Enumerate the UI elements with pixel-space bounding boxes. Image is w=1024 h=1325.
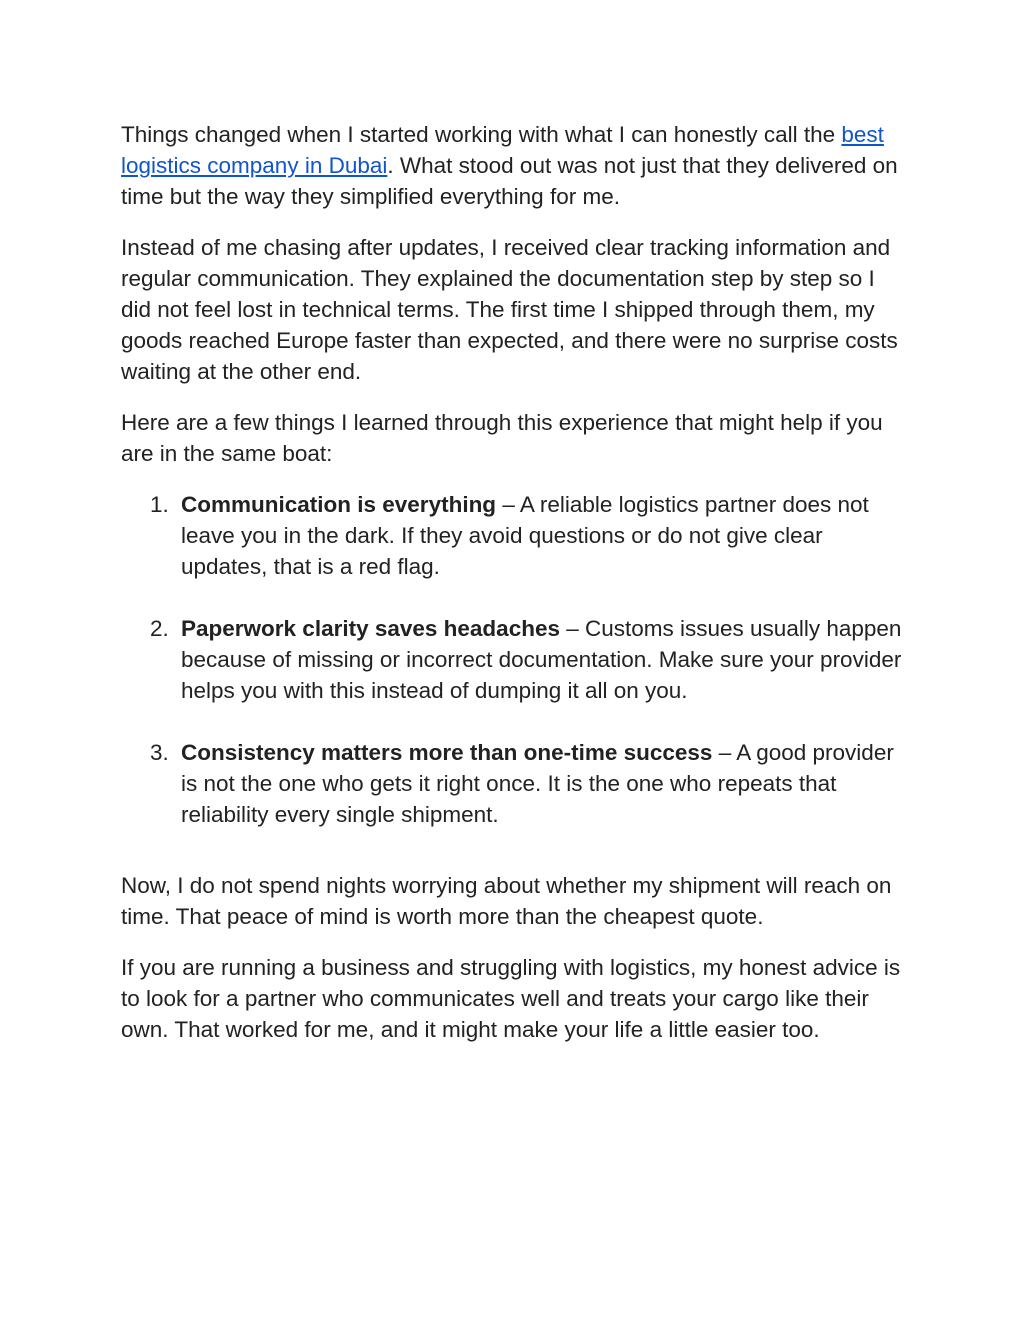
tip-text: – A good provider is not the one who gets it right once. It is the one who repeats that reliability every single shipment. [181, 740, 894, 827]
list-number: 1. [150, 492, 169, 517]
intro-text-before-link: Things changed when I started working with what I can honestly call the [121, 122, 842, 147]
list-number: 2. [150, 616, 169, 641]
paragraph-experience: Instead of me chasing after updates, I received clear tracking information and regular communication. They explained the documentation step by step so I did not feel lost in technical terms. The first time I shipped through them, my goods reached Europe faster than expected, and there were no surprise costs waiting at the other end. [121, 235, 898, 384]
tip-text: – Customs issues usually happen because of missing or incorrect documentation. Make sure your provider helps you with this instead of dumping it all on you. [181, 616, 902, 703]
tip-title: Consistency matters more than one-time success [181, 740, 713, 765]
list-item [121, 737, 911, 830]
paragraph-advice: If you are running a business and struggling with logistics, my honest advice is to look for a partner who communicates well and treats your cargo like their own. That worked for me, and it might make your life a little easier too. [121, 955, 901, 1042]
tip-title: Communication is everything [181, 492, 497, 517]
tip-text: – A reliable logistics partner does not leave you in the dark. If they avoid questions or do not give clear updates, that is a red flag. [181, 492, 869, 579]
list-item [121, 489, 911, 582]
best-logistics-link[interactable]: best logistics company in Dubai [121, 122, 884, 178]
intro-text-after-link: . What stood out was not just that they delivered on time but the way they simplified everything for me. [121, 153, 898, 209]
paragraph-intro [121, 119, 911, 212]
paragraph-peace-of-mind: Now, I do not spend nights worrying about whether my shipment will reach on time. That peace of mind is worth more than the cheapest quote. [121, 873, 892, 929]
document-page [121, 119, 911, 1065]
tip-title: Paperwork clarity saves headaches [181, 616, 560, 641]
list-number: 3. [150, 740, 169, 765]
list-item [121, 613, 911, 706]
tips-list [121, 489, 911, 830]
paragraph-lessons-intro: Here are a few things I learned through this experience that might help if you are in the same boat: [121, 410, 883, 466]
